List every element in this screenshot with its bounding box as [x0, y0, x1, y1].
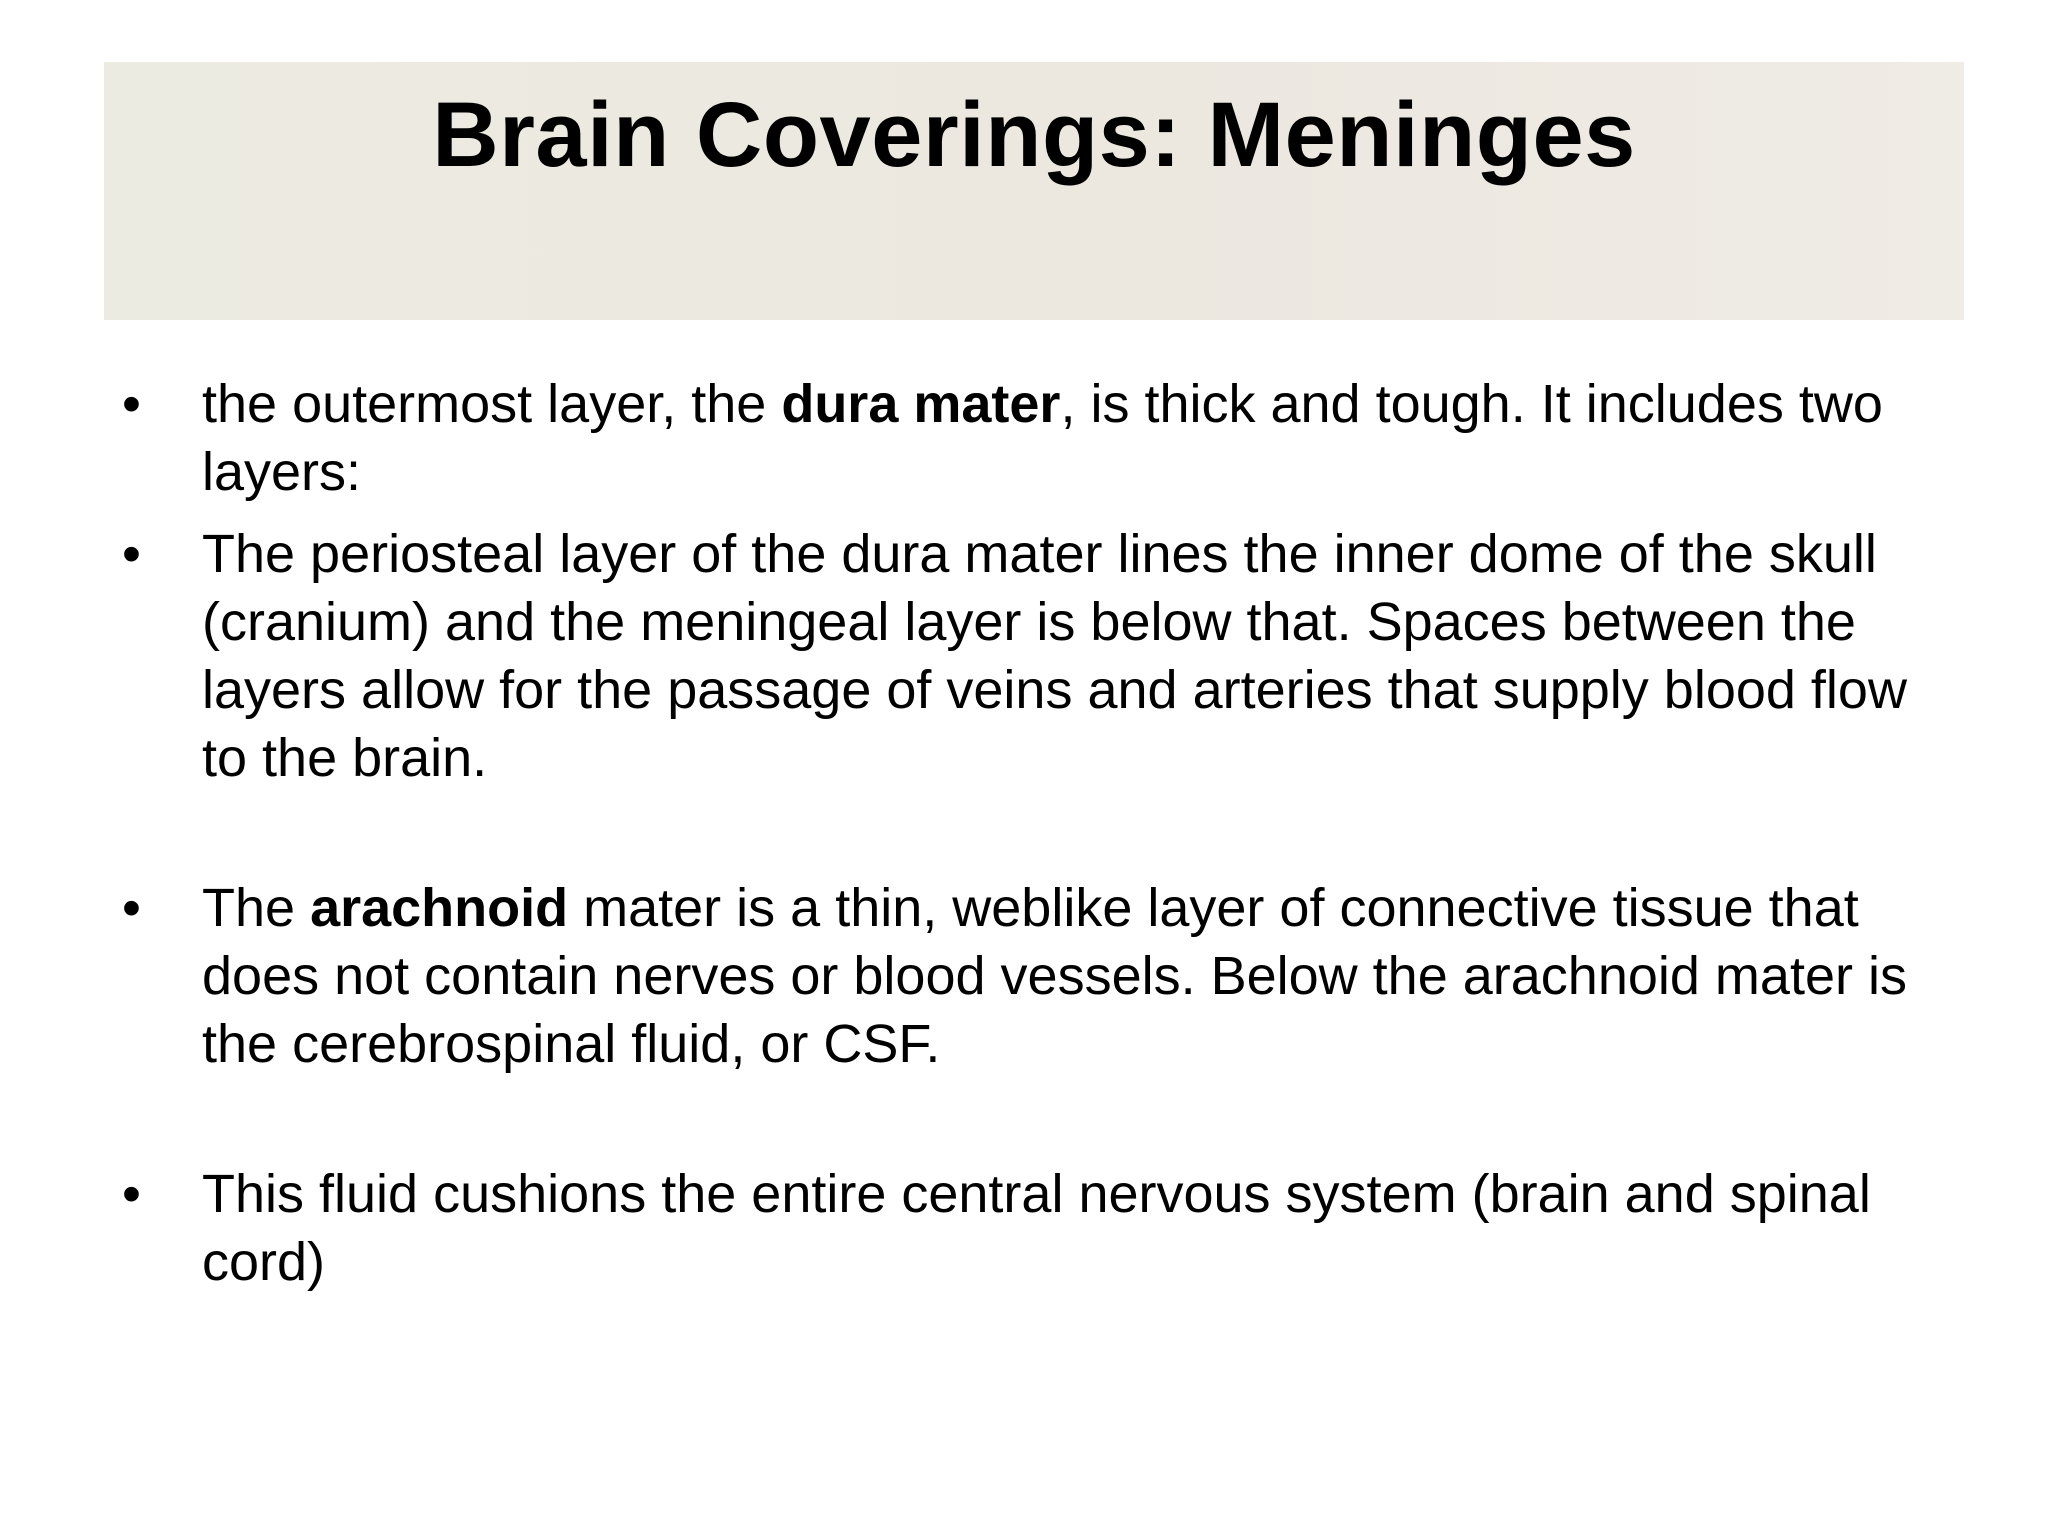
bullet-text: This fluid cushions the entire central nervous system (brain and spinal cord) — [202, 1164, 1871, 1292]
bullet-text-post: mater is a thin, weblike layer of connective tissue that does not contain nerves or blood vessels. Below the arachnoid mater is the cerebrospinal fluid, or CSF. — [202, 878, 1907, 1074]
bullet-text-bold: arachnoid — [310, 878, 569, 938]
bullet-item-dura-mater — [118, 370, 1918, 506]
bullet-icon: • — [122, 524, 141, 584]
slide-title: Brain Coverings: Meninges — [432, 84, 1636, 186]
bullet-text: The periosteal layer of the dura mater lines the inner dome of the skull (cranium) and the meningeal layer is below that. Spaces between the layers allow for the passage of veins and arteries that supply blood flow to the brain. — [202, 524, 1907, 788]
bullet-text-pre: The — [202, 878, 311, 938]
bullet-item-periosteal — [118, 520, 1918, 792]
bullet-item-csf — [118, 1160, 1918, 1296]
bullet-text-post: , is thick and tough. It includes two layers: — [202, 374, 1883, 502]
bullet-icon: • — [122, 1164, 141, 1224]
bullet-icon: • — [122, 878, 141, 938]
bullet-list — [118, 370, 1918, 1310]
bullet-item-arachnoid — [118, 874, 1918, 1078]
title-band — [104, 62, 1964, 320]
bullet-icon: • — [122, 374, 141, 434]
bullet-text-pre: the outermost layer, the — [202, 374, 782, 434]
bullet-text-bold: dura mater — [781, 374, 1061, 434]
